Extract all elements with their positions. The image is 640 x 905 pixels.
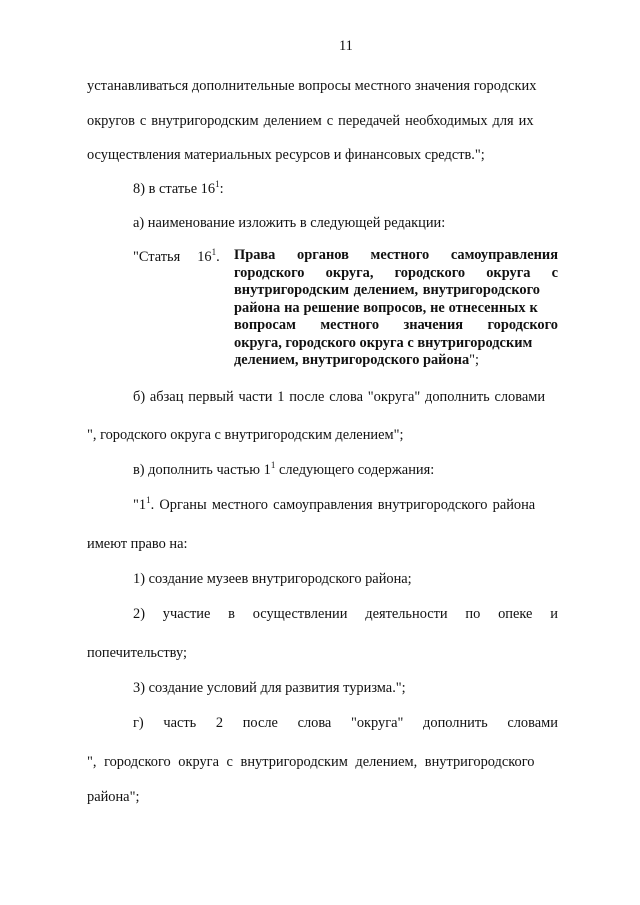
word: г) xyxy=(133,715,144,731)
article-heading xyxy=(234,247,558,370)
heading-closing: "; xyxy=(469,352,480,368)
word: в xyxy=(228,606,235,622)
word: "округа" xyxy=(350,715,404,731)
heading-word: округа xyxy=(486,264,531,281)
word: после xyxy=(242,715,278,731)
heading-line xyxy=(234,247,558,265)
superscript: 1 xyxy=(215,179,220,189)
word: 2 xyxy=(215,715,224,731)
quote-rest: . Органы местного самоуправления внутригородского района xyxy=(150,497,536,513)
word: дополнить xyxy=(423,715,488,731)
superscript: 1 xyxy=(146,495,151,505)
item-g-line: ", городского округа с внутригородским делением, внутригородского xyxy=(87,754,535,770)
heading-word: городского xyxy=(234,264,305,281)
superscript: 1 xyxy=(211,247,217,257)
item-b-line: б) абзац первый части 1 после слова "округа" дополнить словами xyxy=(133,389,546,405)
paragraph-line: осуществления материальных ресурсов и финансовых средств."; xyxy=(87,147,485,163)
item-v-tail: следующего содержания: xyxy=(275,462,435,478)
heading-line xyxy=(234,282,558,300)
item-v xyxy=(133,460,435,478)
word: 2) xyxy=(133,606,145,622)
list-item-2-line xyxy=(133,607,558,621)
quote-start: "1 xyxy=(133,497,147,513)
item-g-line xyxy=(133,716,558,730)
heading-word: Права xyxy=(234,247,276,263)
word: часть xyxy=(163,715,197,731)
paragraph-line: округов с внутригородским делением с передачей необходимых для их xyxy=(87,113,534,129)
heading-word: городского xyxy=(394,264,466,281)
heading-word: местного xyxy=(320,317,380,333)
heading-line xyxy=(234,352,558,370)
item-a: а) наименование изложить в следующей редакции: xyxy=(133,215,446,231)
heading-word: вопросам xyxy=(234,317,296,333)
word: участие xyxy=(162,606,211,622)
list-item-1: 1) создание музеев внутригородского района; xyxy=(133,571,412,587)
heading-word: местного xyxy=(370,247,430,263)
quote-line: имеют право на: xyxy=(87,536,188,552)
word: деятельности xyxy=(365,606,448,622)
heading-word: значения xyxy=(403,317,464,333)
item-8 xyxy=(133,179,224,197)
superscript: 1 xyxy=(270,460,276,470)
heading-line-text: делением, внутригородского района xyxy=(234,352,470,368)
item-8-text: 8) в статье 16 xyxy=(133,181,216,197)
item-8-tail: : xyxy=(219,181,224,197)
word: по xyxy=(465,606,481,622)
item-v-text: в) дополнить частью 1 xyxy=(133,462,271,478)
article-label-dot: . xyxy=(216,249,220,265)
list-item-2-line: попечительству; xyxy=(87,645,187,661)
heading-word: с xyxy=(551,264,558,281)
list-item-3: 3) создание условий для развития туризма."; xyxy=(133,680,406,696)
page-number: 11 xyxy=(339,38,353,54)
item-b-line: ", городского округа с внутригородским делением"; xyxy=(87,427,404,443)
heading-line xyxy=(234,300,558,318)
heading-line xyxy=(234,335,558,353)
article-label xyxy=(133,247,220,265)
item-g-line: района"; xyxy=(87,789,140,805)
heading-line xyxy=(234,317,558,335)
word: осуществлении xyxy=(252,606,348,622)
heading-word: городского xyxy=(487,317,558,333)
heading-line-text: округа, городского округа с внутригородским xyxy=(234,334,533,351)
quote-line xyxy=(133,495,536,513)
heading-word: органов xyxy=(297,247,349,263)
article-label-word: "Статья xyxy=(133,249,181,265)
heading-word: самоуправления xyxy=(450,247,558,263)
heading-line-text: внутригородским делением, внутригородского xyxy=(234,282,540,298)
paragraph-line: устанавливаться дополнительные вопросы местного значения городских xyxy=(87,78,537,94)
word: словами xyxy=(507,715,558,731)
heading-word: округа, xyxy=(325,264,374,281)
word: и xyxy=(550,606,558,622)
word: слова xyxy=(297,715,332,731)
article-label-number: 16 xyxy=(197,249,212,265)
heading-line xyxy=(234,265,558,283)
word: опеке xyxy=(498,606,533,622)
heading-line-text: района на решение вопросов, не отнесенных к xyxy=(234,299,538,316)
